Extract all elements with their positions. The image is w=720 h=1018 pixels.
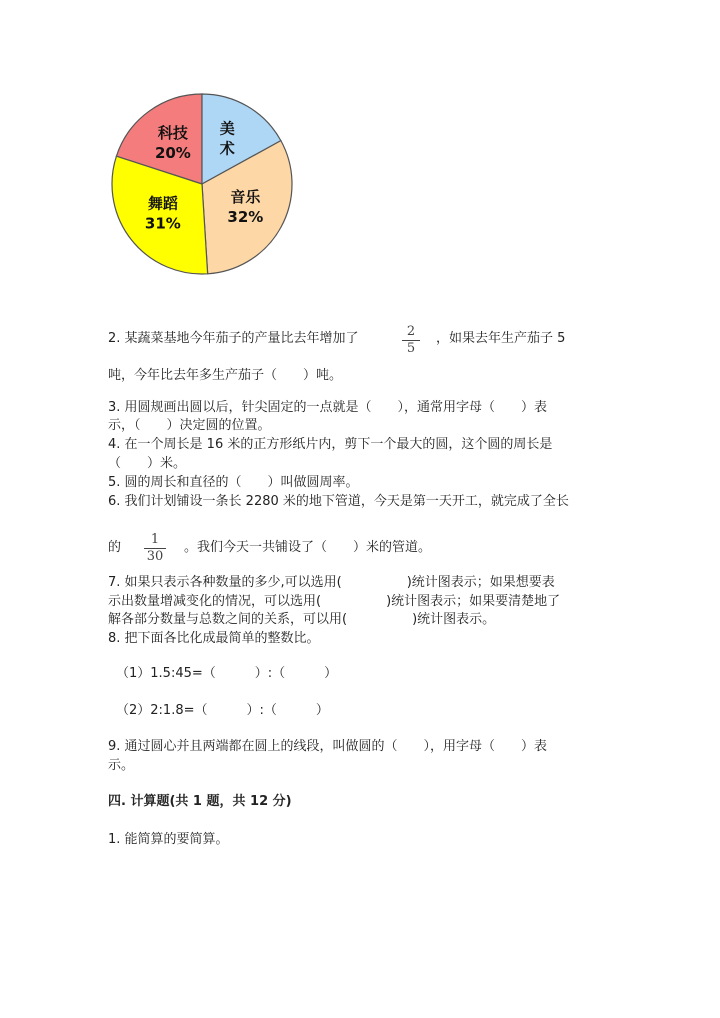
pie-value-label-3: 31%: [144, 214, 181, 233]
q7-text-line3: 解各部分数量与总数之间的关系，可以用( )统计图表示。: [108, 612, 496, 627]
pie-label-1: 美: [219, 119, 235, 138]
q3-text-line2: 示，（ ）决定圆的位置。: [108, 418, 271, 433]
pie-chart: [0, 0, 720, 300]
q6-fraction: [144, 533, 166, 564]
pie-label-1-b: 术: [219, 139, 235, 158]
pie-value-label-0: 20%: [154, 143, 191, 162]
q8-text: 8. 把下面各比化成最简单的整数比。: [108, 631, 320, 646]
q7-text-line1: 7. 如果只表示各种数量的多少,可以选用( )统计图表示；如果想要表: [108, 575, 555, 590]
q2-text-line2: 吨，今年比去年多生产茄子（ ）吨。: [108, 368, 343, 383]
q5-text: 5. 圆的周长和直径的（ ）叫做圆周率。: [108, 475, 359, 490]
pie-label-3: 舞蹈: [147, 194, 178, 213]
q6-fraction-denominator: 30: [146, 549, 164, 564]
q2-fraction-denominator: 5: [406, 341, 416, 356]
q8-sub1: （1）1.5:45=（ ）:（ ）: [116, 666, 338, 681]
pie-label-2: 音乐: [230, 187, 261, 206]
q4-text-line1: 4. 在一个周长是 16 米的正方形纸片内，剪下一个最大的圆，这个圆的周长是: [108, 437, 553, 452]
calc-question-text: 1. 能简算的要简算。: [108, 832, 229, 847]
q2-fraction-numerator: 2: [406, 324, 416, 339]
pie-label-0: 科技: [157, 123, 188, 142]
q2-fraction: [402, 325, 420, 356]
q6-fraction-numerator: 1: [150, 532, 160, 547]
pie-value-label-2: 32%: [227, 207, 264, 226]
q6-text-part1: 的: [108, 540, 122, 555]
q4-text-line2: （ ）米。: [108, 456, 187, 471]
q6-text-line1: 6. 我们计划铺设一条长 2280 米的地下管道，今天是第一天开工，就完成了全长: [108, 494, 569, 509]
q8-sub2: （2）2:1.8=（ ）:（ ）: [116, 703, 329, 718]
q9-text-line2: 示。: [108, 758, 135, 773]
q2-text-part2: ，如果去年生产茄子 5: [436, 331, 566, 346]
q6-text-part2: 。我们今天一共铺设了（ ）米的管道。: [184, 540, 432, 555]
q7-text-line2: 示出数量增减变化的情况，可以选用( )统计图表示；如果要清楚地了: [108, 594, 561, 609]
q3-text-line1: 3. 用圆规画出圆以后，针尖固定的一点就是（ ），通常用字母（ ）表: [108, 400, 548, 415]
q2-text-part1: 2. 某蔬菜基地今年茄子的产量比去年增加了: [108, 331, 359, 346]
section-heading: 四. 计算题(共 1 题，共 12 分): [108, 794, 292, 809]
q9-text-line1: 9. 通过圆心并且两端都在圆上的线段，叫做圆的（ ），用字母（ ）表: [108, 739, 548, 754]
